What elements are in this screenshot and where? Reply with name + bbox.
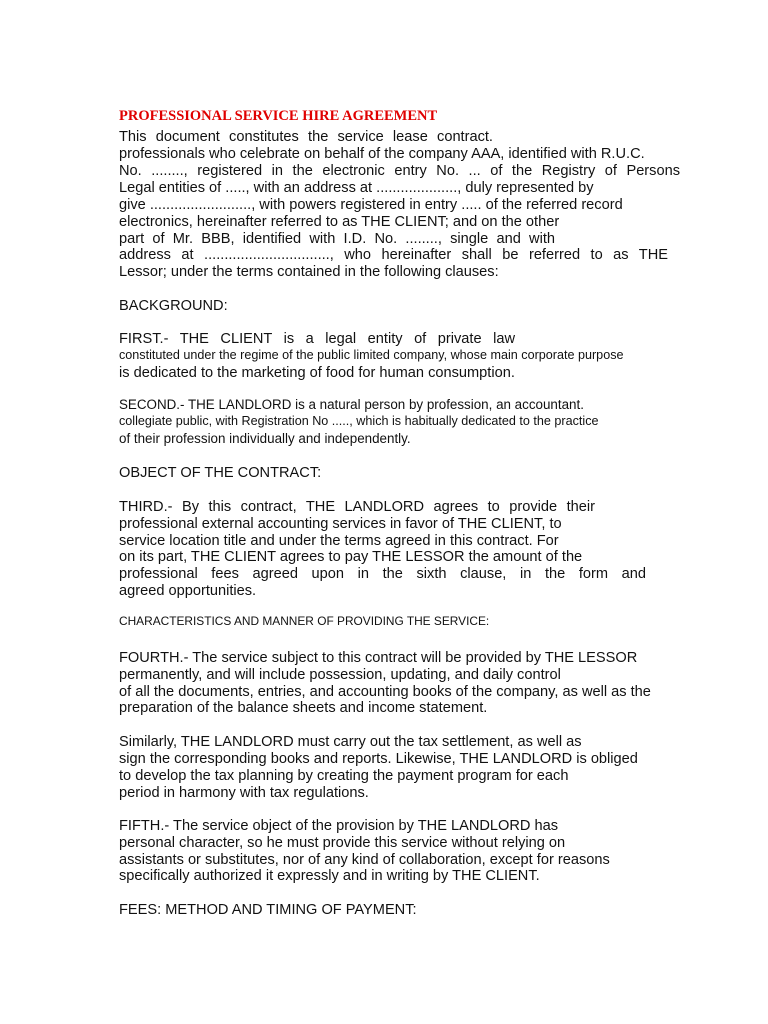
- fifth-clause-line: specifically authorized it expressly and in writing by THE CLIENT.: [119, 868, 540, 884]
- first-clause-line: FIRST.- THE CLIENT is a legal entity of private law: [119, 331, 515, 347]
- intro-line: Legal entities of ....., with an address at ...................., duly represented by: [119, 180, 594, 196]
- intro-line: This document constitutes the service lease contract.: [119, 129, 493, 145]
- second-clause-line: of their profession individually and independently.: [119, 431, 411, 446]
- second-clause-line: SECOND.- THE LANDLORD is a natural person by profession, an accountant.: [119, 397, 584, 412]
- fees-heading: FEES: METHOD AND TIMING OF PAYMENT:: [119, 902, 417, 918]
- characteristics-heading: CHARACTERISTICS AND MANNER OF PROVIDING THE SERVICE:: [119, 614, 490, 628]
- intro-line: address at ..............................., who hereinafter shall be referred to as THE: [119, 247, 668, 263]
- third-clause-line: on its part, THE CLIENT agrees to pay THE LESSOR the amount of the: [119, 549, 583, 565]
- fifth-clause-line: personal character, so he must provide this service without relying on: [119, 835, 566, 851]
- first-clause-line: constituted under the regime of the public limited company, whose main corporate purpose: [119, 348, 624, 362]
- third-clause-line: professional fees agreed upon in the sixth clause, in the form and: [119, 566, 646, 582]
- third-clause-line: service location title and under the terms agreed in this contract. For: [119, 533, 559, 549]
- intro-line: electronics, hereinafter referred to as THE CLIENT; and on the other: [119, 214, 560, 230]
- third-clause-line: agreed opportunities.: [119, 583, 257, 599]
- fifth-clause-line: assistants or substitutes, nor of any kind of collaboration, except for reasons: [119, 852, 610, 868]
- fourth-clause-line: of all the documents, entries, and accounting books of the company, as well as the: [119, 684, 651, 700]
- third-clause-line: professional external accounting services in favor of THE CLIENT, to: [119, 516, 562, 532]
- fifth-clause-line: FIFTH.- The service object of the provision by THE LANDLORD has: [119, 818, 559, 834]
- intro-line: professionals who celebrate on behalf of the company AAA, identified with R.U.C.: [119, 146, 645, 162]
- background-heading: BACKGROUND:: [119, 298, 228, 314]
- fourth-clause-line: preparation of the balance sheets and income statement.: [119, 700, 488, 716]
- similarly-paragraph-line: period in harmony with tax regulations.: [119, 785, 369, 801]
- similarly-paragraph-line: sign the corresponding books and reports. Likewise, THE LANDLORD is obliged: [119, 751, 638, 767]
- similarly-paragraph-line: Similarly, THE LANDLORD must carry out the tax settlement, as well as: [119, 734, 582, 750]
- intro-line: part of Mr. BBB, identified with I.D. No. ........, single and with: [119, 231, 555, 247]
- intro-line: No. ........, registered in the electronic entry No. ... of the Registry of Persons: [119, 163, 680, 179]
- similarly-paragraph-line: to develop the tax planning by creating the payment program for each: [119, 768, 569, 784]
- intro-line: give ........................., with powers registered in entry ..... of the referred record: [119, 197, 623, 213]
- intro-line: Lessor; under the terms contained in the following clauses:: [119, 264, 499, 280]
- third-clause-line: THIRD.- By this contract, THE LANDLORD agrees to provide their: [119, 499, 595, 515]
- second-clause-line: collegiate public, with Registration No ....., which is habitually dedicated to the practice: [119, 414, 599, 428]
- first-clause-line: is dedicated to the marketing of food for human consumption.: [119, 365, 515, 381]
- document-title: PROFESSIONAL SERVICE HIRE AGREEMENT: [119, 108, 438, 124]
- object-heading: OBJECT OF THE CONTRACT:: [119, 465, 322, 481]
- fourth-clause-line: FOURTH.- The service subject to this contract will be provided by THE LESSOR: [119, 650, 638, 666]
- fourth-clause-line: permanently, and will include possession, updating, and daily control: [119, 667, 561, 683]
